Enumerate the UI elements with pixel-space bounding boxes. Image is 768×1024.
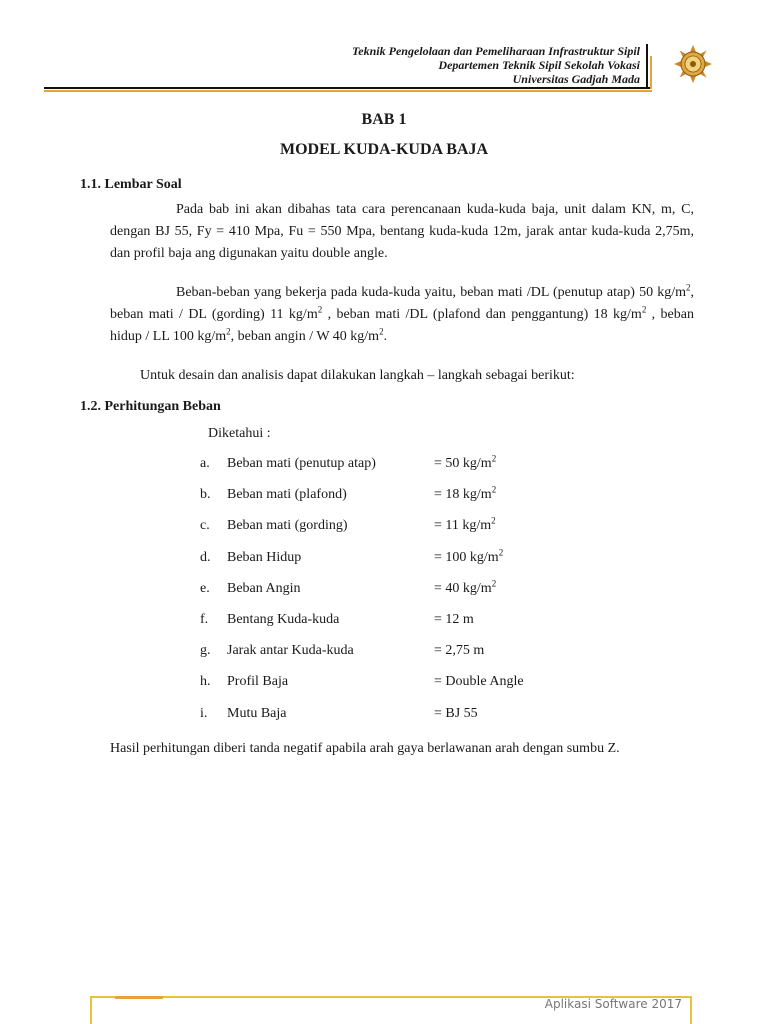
item-value — [434, 674, 524, 690]
loads-text-c: , beban mati /DL (plafond dan penggantung) 18 kg/m — [322, 307, 642, 322]
item-value-text: = 18 kg/m — [434, 487, 492, 503]
item-value — [434, 546, 504, 566]
item-label: Beban mati (gording) — [227, 518, 348, 534]
item-label: Mutu Baja — [227, 705, 287, 721]
item-label: Beban mati (plafond) — [227, 487, 347, 503]
item-label: Beban Hidup — [227, 549, 302, 565]
loads-text-b: , beban mati / DL (gording) 11 kg/m — [110, 285, 694, 322]
footer-accent — [115, 996, 163, 999]
item-value-text: = 100 kg/m — [434, 549, 499, 565]
loads-text-d: , beban hidup / LL 100 kg/m — [110, 307, 694, 344]
item-value-sup: 2 — [491, 578, 497, 589]
paragraph-steps: Untuk desain dan analisis dapat dilakukan langkah – langkah sebagai berikut: — [140, 368, 575, 383]
item-value — [434, 484, 497, 503]
item-letter: h. — [200, 674, 211, 690]
item-value-text: = 11 kg/m — [434, 518, 492, 534]
header-institution — [352, 44, 640, 86]
paragraph-intro: Pada bab ini akan dibahas tata cara perencanaan kuda-kuda baja, unit dalam KN, m, C, dengan BJ 55, Fy = 410 Mpa, Fu = 550 Mpa, bentang kuda-kuda 12m, jarak antar kuda-kuda 2,75m, dan profil baja ang digunakan yaitu double angle. — [110, 202, 694, 261]
item-value-text: = 2,75 m — [434, 643, 485, 659]
section-heading-perhitungan-beban: 1.2. Perhitungan Beban — [80, 399, 221, 414]
header-line-3: Universitas Gadjah Mada — [512, 72, 640, 86]
loads-text-a: Beban-beban yang bekerja pada kuda-kuda yaitu, beban mati /DL (penutup atap) 50 kg/m — [176, 285, 686, 300]
item-value — [434, 453, 497, 472]
item-letter: b. — [200, 487, 211, 503]
university-seal-icon — [673, 44, 713, 84]
item-letter: d. — [200, 549, 211, 565]
header-line-2: Departemen Teknik Sipil Sekolah Vokasi — [438, 58, 640, 72]
item-letter: i. — [200, 705, 208, 721]
item-value — [434, 643, 484, 659]
item-value-text: = 12 m — [434, 612, 474, 627]
item-value — [434, 612, 474, 628]
header-accent-bottom — [44, 90, 652, 92]
chapter-title: MODEL KUDA-KUDA BAJA — [279, 141, 488, 158]
item-value — [434, 578, 497, 597]
loads-text-e: , beban angin / W 40 kg/m — [230, 329, 380, 344]
item-label: Jarak antar Kuda-kuda — [227, 643, 354, 659]
paragraph-closing: Hasil perhitungan diberi tanda negatif apabila arah gaya berlawanan arah dengan sumbu Z. — [110, 741, 620, 756]
item-value-text: = BJ 55 — [434, 705, 478, 721]
header-accent-right — [650, 56, 652, 89]
loads-text-f: . — [383, 329, 388, 344]
item-value-text: = 50 kg/m — [434, 456, 492, 471]
item-value-sup: 2 — [498, 546, 504, 557]
header-border-right — [646, 44, 648, 89]
item-value-sup: 2 — [491, 484, 497, 495]
item-letter: f. — [200, 612, 209, 627]
header-line-1: Teknik Pengelolaan dan Pemeliharaan Infrastruktur Sipil — [352, 44, 640, 58]
item-value — [434, 706, 478, 722]
known-intro: Diketahui : — [208, 426, 271, 441]
item-letter: c. — [200, 518, 210, 534]
item-label: Beban Angin — [227, 580, 301, 596]
item-letter: e. — [200, 580, 210, 596]
item-letter: a. — [200, 456, 210, 471]
sup-3: 2 — [641, 304, 647, 315]
footer-label: Aplikasi Software 2017 — [544, 997, 682, 1011]
item-letter: g. — [200, 643, 211, 659]
item-value-text: = 40 kg/m — [434, 580, 492, 596]
item-value-sup: 2 — [491, 453, 497, 464]
item-value — [434, 515, 496, 534]
item-value-sup: 2 — [491, 515, 496, 526]
section-heading-lembar-soal: 1.1. Lembar Soal — [80, 177, 182, 192]
sup-2: 2 — [317, 304, 323, 315]
header-border-bottom — [44, 87, 650, 89]
item-label: Bentang Kuda-kuda — [227, 612, 340, 627]
item-value-text: = Double Angle — [434, 674, 524, 690]
sup-5: 2 — [379, 326, 384, 337]
item-label: Profil Baja — [227, 674, 289, 690]
paragraph-loads — [110, 282, 694, 348]
item-label: Beban mati (penutup atap) — [227, 456, 376, 471]
chapter-number: BAB 1 — [361, 111, 407, 128]
sup-1: 2 — [686, 282, 691, 293]
sup-4: 2 — [226, 326, 231, 337]
